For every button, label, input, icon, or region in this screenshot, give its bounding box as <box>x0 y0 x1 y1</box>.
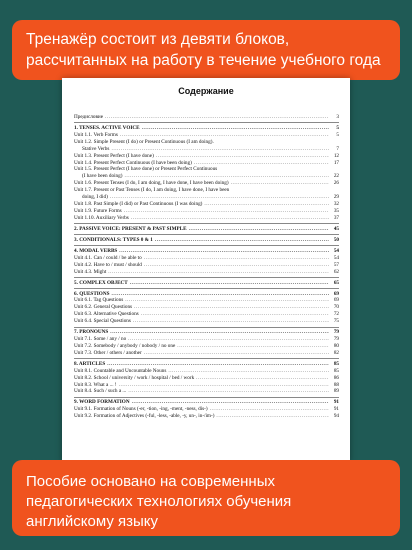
toc-page-number: 79 <box>333 336 339 343</box>
toc-page-number: 12 <box>333 152 339 159</box>
toc-entry <box>74 318 339 325</box>
toc-section <box>74 248 339 255</box>
toc-page-number: 72 <box>333 311 339 318</box>
toc-dot-leader <box>141 311 329 318</box>
toc-page-number: 88 <box>333 381 339 388</box>
toc-page-number: 22 <box>333 173 339 180</box>
toc-entry-title: Unit 6.2. General Questions <box>74 304 133 311</box>
toc-page-number: 69 <box>333 290 339 297</box>
toc-dot-leader <box>130 280 329 287</box>
toc-entry-title: Unit 1.3. Present Perfect (I have done) <box>74 152 154 159</box>
toc-dot-leader <box>133 318 329 325</box>
toc-entry-title: Unit 1.4. Present Perfect Continuous (I have been doing) <box>74 159 192 166</box>
toc-entry <box>74 114 339 121</box>
toc-divider <box>74 358 339 359</box>
top-banner-line-1: Тренажёр состоит из девяти блоков, <box>26 31 290 48</box>
toc-section <box>74 329 339 336</box>
toc-entry <box>74 388 339 395</box>
toc-divider <box>74 397 339 398</box>
toc-section <box>74 226 339 233</box>
toc-entry-title: 9. WORD FORMATION <box>74 399 130 406</box>
toc-page-number: 82 <box>333 349 339 356</box>
top-banner-line-2: рассчитанных на работу в течение учебного года <box>26 52 381 69</box>
toc-entry-title: 6. QUESTIONS <box>74 290 110 297</box>
toc-page-number: 54 <box>333 254 339 261</box>
toc-entry <box>74 350 339 357</box>
toc-divider <box>74 245 339 246</box>
toc-divider <box>74 122 339 123</box>
toc-page-number: 7 <box>336 145 339 152</box>
toc-entry-title: 4. MODAL VERBS <box>74 247 118 254</box>
toc-entry-title: Unit 8.2. School / university / work / hospital / bed / work <box>74 374 195 381</box>
toc-page-number: 5 <box>336 131 339 138</box>
toc-page-number: 45 <box>333 225 339 232</box>
toc-page-number: 80 <box>333 342 339 349</box>
toc-section <box>74 125 339 132</box>
toc-entry <box>74 269 339 276</box>
toc-dot-leader <box>204 201 329 208</box>
toc-dot-leader <box>144 350 329 357</box>
toc-entry-title: Unit 8.3. What a ... ! <box>74 381 117 388</box>
toc-entry-title: 3. CONDITIONALS: TYPES 0 & 1 <box>74 236 153 243</box>
toc-entry-title: Unit 4.3. Might <box>74 268 107 275</box>
toc-entry-title: Unit 8.1. Countable and Uncountable Nouns <box>74 367 167 374</box>
toc-entry <box>74 215 339 222</box>
toc-entry-title: Unit 4.2. Have to / must / should <box>74 261 142 268</box>
toc-entry-title: Unit 1.10. Auxiliary Verbs <box>74 214 129 221</box>
toc-dot-leader <box>108 269 329 276</box>
toc-dot-leader <box>134 304 329 311</box>
toc-entry-title: Unit 6.3. Alternative Questions <box>74 311 139 318</box>
toc-dot-leader <box>155 237 329 244</box>
toc-dot-leader <box>156 153 329 160</box>
toc-page-number: 86 <box>333 374 339 381</box>
toc-dot-leader <box>144 255 329 262</box>
bottom-banner <box>12 460 400 536</box>
toc-page-number: 35 <box>333 207 339 214</box>
toc-page-number: 57 <box>333 261 339 268</box>
toc-entry-title: doing, I did) <box>82 194 108 201</box>
toc-entry-title: Unit 7.3. Other / others / another <box>74 349 142 356</box>
toc-entry-title: Unit 1.8. Past Simple (I did) or Past Continuous (I was doing) <box>74 200 203 207</box>
toc-page-number: 50 <box>333 236 339 243</box>
toc-page-number: 79 <box>333 329 339 336</box>
toc-dot-leader <box>111 291 329 298</box>
toc-entry-title: Предисловие <box>74 114 104 120</box>
toc-page-number: 85 <box>333 367 339 374</box>
toc-page-number: 91 <box>333 406 339 413</box>
toc-page-number: 89 <box>333 388 339 395</box>
toc-dot-leader <box>210 406 329 413</box>
toc-entry-title: 1. TENSES. ACTIVE VOICE <box>74 125 140 131</box>
toc-dot-leader <box>131 215 329 222</box>
toc-page-number: 32 <box>333 200 339 207</box>
toc-page-number: 5 <box>336 125 339 131</box>
table-of-contents <box>74 114 339 420</box>
toc-entry-title: 8. ARTICLES <box>74 360 106 367</box>
toc-entry <box>74 194 339 201</box>
bottom-banner-line-1: Пособие основано на современных <box>26 473 275 490</box>
toc-dot-leader <box>142 125 329 132</box>
toc-divider <box>74 277 339 278</box>
toc-entry <box>74 336 339 343</box>
toc-dot-leader <box>107 361 329 368</box>
toc-entry-title: Unit 6.4. Special Questions <box>74 318 131 325</box>
toc-entry <box>74 375 339 382</box>
toc-entry-title: Unit 4.1. Can / could / be able to <box>74 254 142 261</box>
toc-entry <box>74 187 339 194</box>
toc-dot-leader <box>128 336 329 343</box>
toc-section <box>74 237 339 244</box>
top-banner <box>12 20 400 80</box>
toc-page-number: 17 <box>333 159 339 166</box>
toc-divider <box>74 223 339 224</box>
toc-dot-leader <box>216 413 329 420</box>
bottom-banner-line-3: английскому языку <box>26 513 159 530</box>
toc-entry <box>74 153 339 160</box>
toc-divider <box>74 288 339 289</box>
toc-entry <box>74 139 339 146</box>
toc-dot-leader <box>120 132 329 139</box>
toc-dot-leader <box>124 208 329 215</box>
toc-entry <box>74 413 339 420</box>
toc-dot-leader <box>110 329 329 336</box>
toc-page-number: 3 <box>336 114 339 120</box>
book-page <box>62 78 350 462</box>
toc-dot-leader <box>168 368 329 375</box>
toc-entry-title: Unit 1.5. Present Perfect (I have done) or Present Perfect Continuous <box>74 166 218 173</box>
toc-dot-leader <box>111 146 329 153</box>
toc-dot-leader <box>119 382 329 389</box>
toc-dot-leader <box>189 226 329 233</box>
toc-entry <box>74 297 339 304</box>
toc-entry <box>74 382 339 389</box>
toc-entry-title: 7. PRONOUNS <box>74 329 109 336</box>
toc-entry-title: Stative Verbs <box>82 145 110 152</box>
toc-divider <box>74 327 339 328</box>
toc-section <box>74 361 339 368</box>
toc-entry-title: Unit 1.6. Present Tenses (I do, I am doing, I have done, I have been doing) <box>74 180 229 187</box>
toc-page-number: 85 <box>333 360 339 367</box>
toc-entry-title: Unit 1.9. Future Forms <box>74 207 122 214</box>
toc-entry <box>74 146 339 153</box>
toc-page-number: 29 <box>333 194 339 201</box>
toc-page-number: 62 <box>333 268 339 275</box>
toc-page-number: 91 <box>333 399 339 406</box>
toc-page-number: 69 <box>333 297 339 304</box>
toc-dot-leader <box>196 375 329 382</box>
toc-dot-leader <box>128 388 329 395</box>
toc-page-number: 54 <box>333 247 339 254</box>
toc-dot-leader <box>144 262 329 269</box>
toc-page-number: 26 <box>333 180 339 187</box>
bottom-banner-line-2: педагогических технологиях обучения <box>26 493 292 510</box>
toc-entry <box>74 343 339 350</box>
toc-entry <box>74 208 339 215</box>
toc-dot-leader <box>231 180 329 187</box>
toc-entry <box>74 201 339 208</box>
toc-dot-leader <box>125 297 329 304</box>
toc-page-number: 70 <box>333 304 339 311</box>
toc-dot-leader <box>110 194 329 201</box>
toc-section <box>74 280 339 287</box>
toc-entry-title: Unit 1.2. Simple Present (I do) or Present Continuous (I am doing). <box>74 138 214 145</box>
toc-entry-title: (I have been doing) <box>82 173 123 180</box>
toc-entry-title: Unit 7.2. Somebody / anybody / nobody / no one <box>74 342 176 349</box>
toc-entry-title: 5. COMPLEX OBJECT <box>74 279 128 286</box>
toc-dot-leader <box>177 343 329 350</box>
toc-page-number: 37 <box>333 214 339 221</box>
toc-entry-title: Unit 9.1. Formation of Nouns (-er, -tion, -ing, -ment, -ness, dis-) <box>74 406 208 413</box>
toc-entry <box>74 132 339 139</box>
toc-page-number: 75 <box>333 318 339 325</box>
toc-entry-title: Unit 7.1. Some / any / no <box>74 336 127 343</box>
toc-page-number: 94 <box>333 413 339 420</box>
toc-dot-leader <box>119 248 329 255</box>
toc-entry <box>74 368 339 375</box>
toc-page-number: 65 <box>333 279 339 286</box>
toc-entry-title: Unit 9.2. Formation of Adjectives (-ful, -less, -able, -y, un-, in-/im-) <box>74 413 215 420</box>
toc-entry-title: Unit 8.4. Such / such a ... <box>74 388 127 395</box>
toc-entry-title: Unit 1.7. Present or Past Tenses (I do, I am doing, I have done, I have been <box>74 187 230 194</box>
toc-entry-title: 2. PASSIVE VOICE: PRESENT & PAST SIMPLE <box>74 225 187 232</box>
toc-entry <box>74 262 339 269</box>
toc-divider <box>74 234 339 235</box>
toc-section <box>74 291 339 298</box>
toc-entry <box>74 311 339 318</box>
toc-entry <box>74 255 339 262</box>
toc-dot-leader <box>105 114 329 121</box>
page-title: Содержание <box>178 86 234 96</box>
toc-entry <box>74 304 339 311</box>
toc-entry-title: Unit 6.1. Tag Questions <box>74 297 124 304</box>
toc-entry-title: Unit 1.1. Verb Forms <box>74 131 118 138</box>
